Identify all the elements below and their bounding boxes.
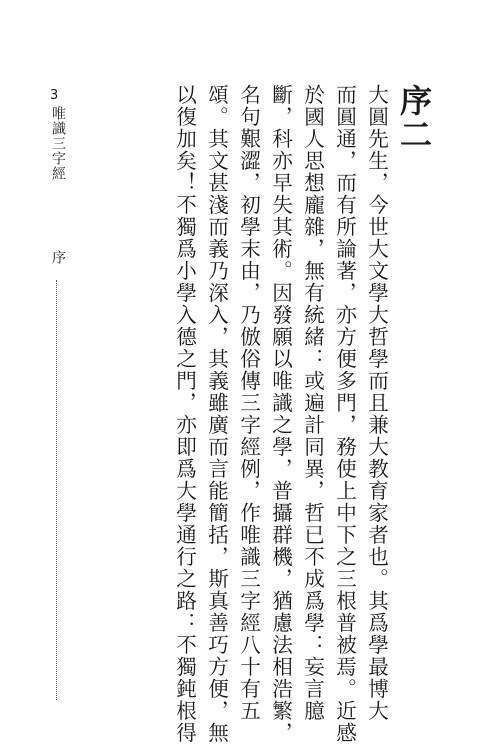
- text-column-2: 而圓通，而有所論著，亦方便多門，務使上中下之三根普被焉。近感: [332, 84, 357, 744]
- text-column-7: 以復加矣！不獨爲小學入德之門，亦即爲大學通行之路：不獨鈍根得: [172, 84, 197, 744]
- text-column-3: 於國人思想龐雜，無有統緒：或遍計同異，哲已不成爲學：妄言臆: [300, 84, 325, 722]
- running-section-label: 序: [50, 250, 66, 264]
- text-column-4: 斷，科亦早失其術。因發願以唯識之學，普攝群機，猶慮法相浩繁，: [268, 84, 293, 744]
- page-number: 3: [50, 88, 59, 103]
- running-book-title: 唯識三字經: [50, 106, 66, 181]
- text-column-6: 頌。其文甚淺而義乃深入，其義雖廣而言能簡括，斯真善巧方便，無: [204, 84, 229, 744]
- text-column-5: 名句艱澀，初學末由，乃倣俗傳三字經例，作唯識三字經八十有五: [236, 84, 261, 722]
- page-margin: [40, 80, 76, 640]
- page-title: 序二: [395, 84, 433, 152]
- text-column-1: 大圓先生，今世大文學大哲學而且兼大教育家者也。其爲學最博大: [364, 84, 389, 722]
- margin-dotted-rule: [56, 280, 57, 700]
